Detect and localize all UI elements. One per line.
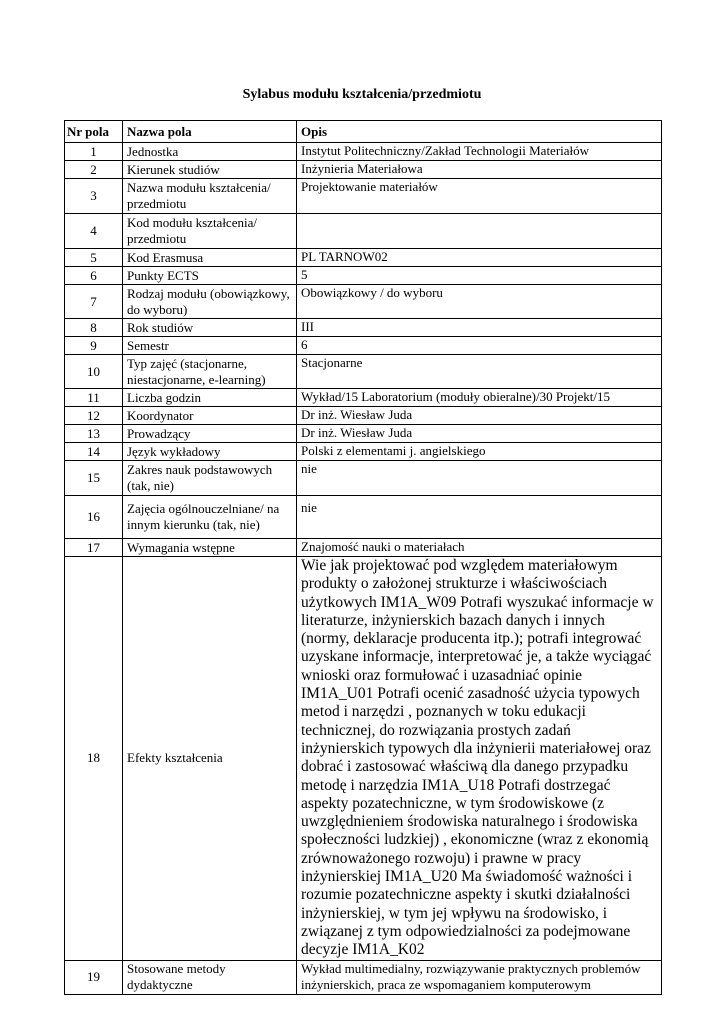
field-name: Liczba godzin xyxy=(123,389,297,407)
row-number: 1 xyxy=(65,143,123,161)
field-value: nie xyxy=(297,496,662,539)
field-value: 6 xyxy=(297,337,662,355)
table-row xyxy=(65,539,662,557)
field-value: Obowiązkowy / do wyboru xyxy=(297,285,662,319)
table-row xyxy=(65,960,662,994)
row-number: 17 xyxy=(65,539,123,557)
row-number: 7 xyxy=(65,285,123,319)
field-value: Znajomość nauki o materiałach xyxy=(297,539,662,557)
field-name: Zajęcia ogólnouczelniane/ na innym kierunku (tak, nie) xyxy=(123,496,297,539)
table-row xyxy=(65,267,662,285)
field-name: Prowadzący xyxy=(123,425,297,443)
row-number: 15 xyxy=(65,461,123,496)
row-number: 18 xyxy=(65,557,123,961)
field-name: Typ zajęć (stacjonarne, niestacjonarne, e-learning) xyxy=(123,355,297,389)
row-number: 9 xyxy=(65,337,123,355)
table-header-row xyxy=(65,121,662,143)
field-name: Stosowane metody dydaktyczne xyxy=(123,960,297,994)
field-name: Zakres nauk podstawowych (tak, nie) xyxy=(123,461,297,496)
row-number: 13 xyxy=(65,425,123,443)
row-number: 6 xyxy=(65,267,123,285)
field-value: nie xyxy=(297,461,662,496)
field-name: Rodzaj modułu (obowiązkowy, do wyboru) xyxy=(123,285,297,319)
field-value: PL TARNOW02 xyxy=(297,249,662,267)
page-title: Sylabus modułu kształcenia/przedmiotu xyxy=(242,87,482,102)
row-number: 4 xyxy=(65,214,123,249)
row-number: 5 xyxy=(65,249,123,267)
table-row xyxy=(65,389,662,407)
field-value: Wie jak projektować pod względem materiałowym produkty o założonej strukturze i właściwościach użytkowych IM1A_W09 Potrafi wyszukać informacje w literaturze, inżynierskich bazach danych i innych (normy, deklaracje producenta itp.); potrafi integrować uzyskane informacje, interpretować je, a także wyciągać wnioski oraz formułować i uzasadniać opinie IM1A_U01 Potrafi ocenić zasadność użycia typowych metod i narzędzi , poznanych w toku edukacji technicznej, do rozwiązania prostych zadań inżynierskich typowych dla inżynierii materiałowej oraz dobrać i zastosować właściwą dla danego przypadku metodę i narzędzia IM1A_U18 Potrafi dostrzegać aspekty pozatechniczne, w tym środowiskowe (z uwzględnieniem środowiska naturalnego i środowiska społeczności ludzkiej) , ekonomiczne (wraz z ekonomią zrównoważonego rozwoju) i prawne w pracy inżynierskiej IM1A_U20 Ma świadomość ważności i rozumie pozatechniczne aspekty i skutki działalności inżynierskiej, w tym jej wpływu na środowisko, i związanej z tym odpowiedzialności za podejmowane decyzje IM1A_K02 xyxy=(297,557,662,961)
field-name: Kod Erasmusa xyxy=(123,249,297,267)
row-number: 14 xyxy=(65,443,123,461)
field-value: Wykład multimedialny, rozwiązywanie praktycznych problemów inżynierskich, praca ze wspomaganiem komputerowym xyxy=(297,960,662,994)
header-desc: Opis xyxy=(297,121,662,143)
table-row xyxy=(65,407,662,425)
table-row xyxy=(65,249,662,267)
table-row xyxy=(65,557,662,961)
field-name: Jednostka xyxy=(123,143,297,161)
field-name: Kod modułu kształcenia/ przedmiotu xyxy=(123,214,297,249)
field-value: Instytut Politechniczny/Zakład Technologii Materiałów xyxy=(297,143,662,161)
table-row xyxy=(65,161,662,179)
field-name: Rok studiów xyxy=(123,319,297,337)
row-number: 8 xyxy=(65,319,123,337)
table-row xyxy=(65,337,662,355)
table-row xyxy=(65,179,662,214)
row-number: 11 xyxy=(65,389,123,407)
table-row xyxy=(65,355,662,389)
field-name: Język wykładowy xyxy=(123,443,297,461)
header-nr: Nr pola xyxy=(65,121,123,143)
header-name: Nazwa pola xyxy=(123,121,297,143)
field-name: Punkty ECTS xyxy=(123,267,297,285)
table-row xyxy=(65,425,662,443)
field-value xyxy=(297,214,662,249)
table-row xyxy=(65,496,662,539)
table-row xyxy=(65,319,662,337)
field-name: Semestr xyxy=(123,337,297,355)
table-row xyxy=(65,443,662,461)
field-value: Dr inż. Wiesław Juda xyxy=(297,425,662,443)
row-number: 16 xyxy=(65,496,123,539)
field-value: Stacjonarne xyxy=(297,355,662,389)
row-number: 10 xyxy=(65,355,123,389)
row-number: 2 xyxy=(65,161,123,179)
field-value: Projektowanie materiałów xyxy=(297,179,662,214)
table-row xyxy=(65,214,662,249)
field-value: Polski z elementami j. angielskiego xyxy=(297,443,662,461)
syllabus-table xyxy=(64,120,662,995)
field-name: Wymagania wstępne xyxy=(123,539,297,557)
field-value: Wykład/15 Laboratorium (moduły obieralne)/30 Projekt/15 xyxy=(297,389,662,407)
field-value: 5 xyxy=(297,267,662,285)
field-value: III xyxy=(297,319,662,337)
field-name: Efekty kształcenia xyxy=(123,557,297,961)
table-row xyxy=(65,461,662,496)
field-name: Nazwa modułu kształcenia/ przedmiotu xyxy=(123,179,297,214)
row-number: 12 xyxy=(65,407,123,425)
field-name: Koordynator xyxy=(123,407,297,425)
row-number: 3 xyxy=(65,179,123,214)
field-value: Dr inż. Wiesław Juda xyxy=(297,407,662,425)
field-name: Kierunek studiów xyxy=(123,161,297,179)
row-number: 19 xyxy=(65,960,123,994)
table-row xyxy=(65,285,662,319)
table-row xyxy=(65,143,662,161)
field-value: Inżynieria Materiałowa xyxy=(297,161,662,179)
